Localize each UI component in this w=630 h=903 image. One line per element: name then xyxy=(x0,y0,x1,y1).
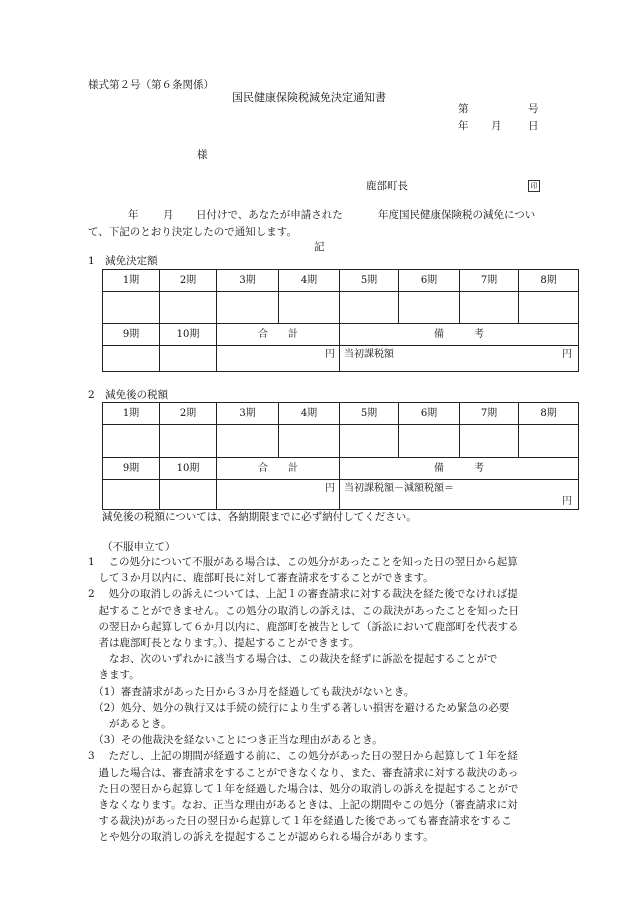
amount-cell xyxy=(160,292,217,324)
appeal-line: 者は鹿部町長となります。）、提起することができます。 xyxy=(88,637,360,650)
addressee-suffix: 様 xyxy=(197,149,208,161)
period-header: 4期 xyxy=(279,403,340,425)
after-reduction-table xyxy=(102,402,579,510)
period-header: 7期 xyxy=(460,403,519,425)
appeal-line: 2 処分の取消しの訴えについては、上記１の審査請求に対する裁決を経た後でなければ提 xyxy=(88,588,518,601)
amount-cell xyxy=(103,425,160,458)
period-header: 3期 xyxy=(217,403,279,425)
body-year: 年 xyxy=(128,209,139,221)
appeal-body xyxy=(88,554,519,846)
appeal-line: 過した場合は、審査請求をすることができなくなり、また、審査請求に対する裁決のあっ xyxy=(88,766,519,779)
appeal-line: なお、次のいずれかに該当する場合は、この裁決を経ずに訴訟を提起することがで xyxy=(88,653,498,666)
period-header: 1期 xyxy=(103,270,160,292)
doc-number-prefix: 第 xyxy=(458,103,469,115)
period-header: 8期 xyxy=(519,403,579,425)
remarks-header: 備 考 xyxy=(340,458,579,480)
total-header: 合 計 xyxy=(217,324,340,346)
amount-cell xyxy=(279,292,340,324)
section1-title: 1 減免決定額 xyxy=(88,255,158,267)
amount-cell xyxy=(217,425,279,458)
total-header: 合 計 xyxy=(217,458,340,480)
body-month: 月 xyxy=(163,209,174,221)
body-day-text: 日付けで、あなたが申請された xyxy=(196,209,343,221)
date-year: 年 xyxy=(458,120,469,132)
period-header: 8期 xyxy=(519,270,579,292)
remarks-cell xyxy=(340,480,579,510)
period-header: 7期 xyxy=(460,270,519,292)
amount-cell xyxy=(160,480,217,510)
period-header: 2期 xyxy=(160,403,217,425)
appeal-line: きなくなります。なお、正当な理由があるときは、上記の期間やこの処分（審査請求に対 xyxy=(88,799,518,812)
remarks-header: 備 考 xyxy=(340,324,579,346)
amount-cell xyxy=(160,346,217,372)
payment-notice: 減免後の税額については、各納期限までに必ず納付してください。 xyxy=(102,511,417,523)
period-header: 2期 xyxy=(160,270,217,292)
amount-cell xyxy=(217,292,279,324)
form-label: 様式第２号（第６条関係） xyxy=(88,79,214,91)
appeal-line: があるとき。 xyxy=(88,718,172,731)
period-header: 6期 xyxy=(399,403,460,425)
appeal-line: 3 ただし、上記の期間が経過する前に、この処分があった日の翌日から起算して１年を経 xyxy=(88,750,518,763)
amount-cell xyxy=(340,425,399,458)
appeal-line: （3）その他裁決を経ないことにつき正当な理由があるとき。 xyxy=(88,734,383,747)
period-header: 6期 xyxy=(399,270,460,292)
appeal-line: （2）処分、処分の執行又は手続の続行により生ずる著しい損害を避けるため緊急の必要 xyxy=(88,701,510,714)
period-header: 3期 xyxy=(217,270,279,292)
seal-mark: 印 xyxy=(528,180,540,192)
appeal-line: 1 この処分について不服がある場合は、この処分があったことを知った日の翌日から起算 xyxy=(88,556,518,568)
period-header: 9期 xyxy=(103,458,160,480)
ki-heading: 記 xyxy=(314,241,325,253)
appeal-line: た日の翌日から起算して１年を経過した場合は、処分の取消しの訴えを提起することがで xyxy=(88,782,519,795)
amount-cell xyxy=(160,425,217,458)
remarks-text: 当初課税額－減額税額＝ xyxy=(344,483,454,494)
document-title: 国民健康保険税減免決定通知書 xyxy=(232,91,386,104)
appeal-line: きます。 xyxy=(88,669,140,682)
amount-cell xyxy=(460,292,519,324)
date-month: 月 xyxy=(491,120,502,132)
amount-cell xyxy=(103,292,160,324)
amount-cell xyxy=(279,425,340,458)
appeal-line: 起することができません。この処分の取消しの訴えは、この裁決があったことを知った日 xyxy=(88,604,520,617)
period-header: 9期 xyxy=(103,324,160,346)
amount-cell xyxy=(103,346,160,372)
appeal-heading: （不服申立て） xyxy=(102,541,176,553)
total-amount-cell: 円 xyxy=(217,346,340,372)
amount-cell xyxy=(519,292,579,324)
remarks-cell xyxy=(340,346,579,372)
total-amount-cell: 円 xyxy=(217,480,340,510)
period-header: 5期 xyxy=(340,270,399,292)
period-header: 10期 xyxy=(160,458,217,480)
period-header: 4期 xyxy=(279,270,340,292)
body-tail: 年度国民健康保険税の減免につい xyxy=(378,209,536,221)
appeal-line: の翌日から起算して６か月以内に、鹿部町を被告として（訴訟において鹿部町を代表する xyxy=(88,620,519,633)
appeal-line: して３か月以内に、鹿部町長に対して審査請求をすることができます。 xyxy=(88,572,434,585)
period-header: 10期 xyxy=(160,324,217,346)
date-day: 日 xyxy=(528,120,539,132)
amount-cell xyxy=(519,425,579,458)
remarks-text: 当初課税額 xyxy=(344,349,394,360)
appeal-line: する裁決)があった日の翌日から起算して１年を経過した後であっても審査請求をするこ xyxy=(88,815,512,828)
period-header: 5期 xyxy=(340,403,399,425)
section2-title: 2 減免後の税額 xyxy=(88,389,169,401)
amount-cell xyxy=(340,292,399,324)
reduction-amount-table xyxy=(102,269,579,372)
doc-number-suffix: 号 xyxy=(528,103,539,115)
amount-cell xyxy=(399,292,460,324)
remarks-yen: 円 xyxy=(562,349,572,360)
appeal-line: とや処分の取消しの訴えを提起することが認められる場合があります。 xyxy=(88,831,434,844)
appeal-line: （1）審査請求があった日から３か月を経過しても裁決がないとき。 xyxy=(88,685,415,698)
amount-cell xyxy=(103,480,160,510)
body-line2: て、下記のとおり決定したので通知します。 xyxy=(88,226,297,238)
amount-cell xyxy=(460,425,519,458)
issuer-name: 鹿部町長 xyxy=(366,180,408,192)
remarks-yen: 円 xyxy=(562,496,572,507)
period-header: 1期 xyxy=(103,403,160,425)
amount-cell xyxy=(399,425,460,458)
